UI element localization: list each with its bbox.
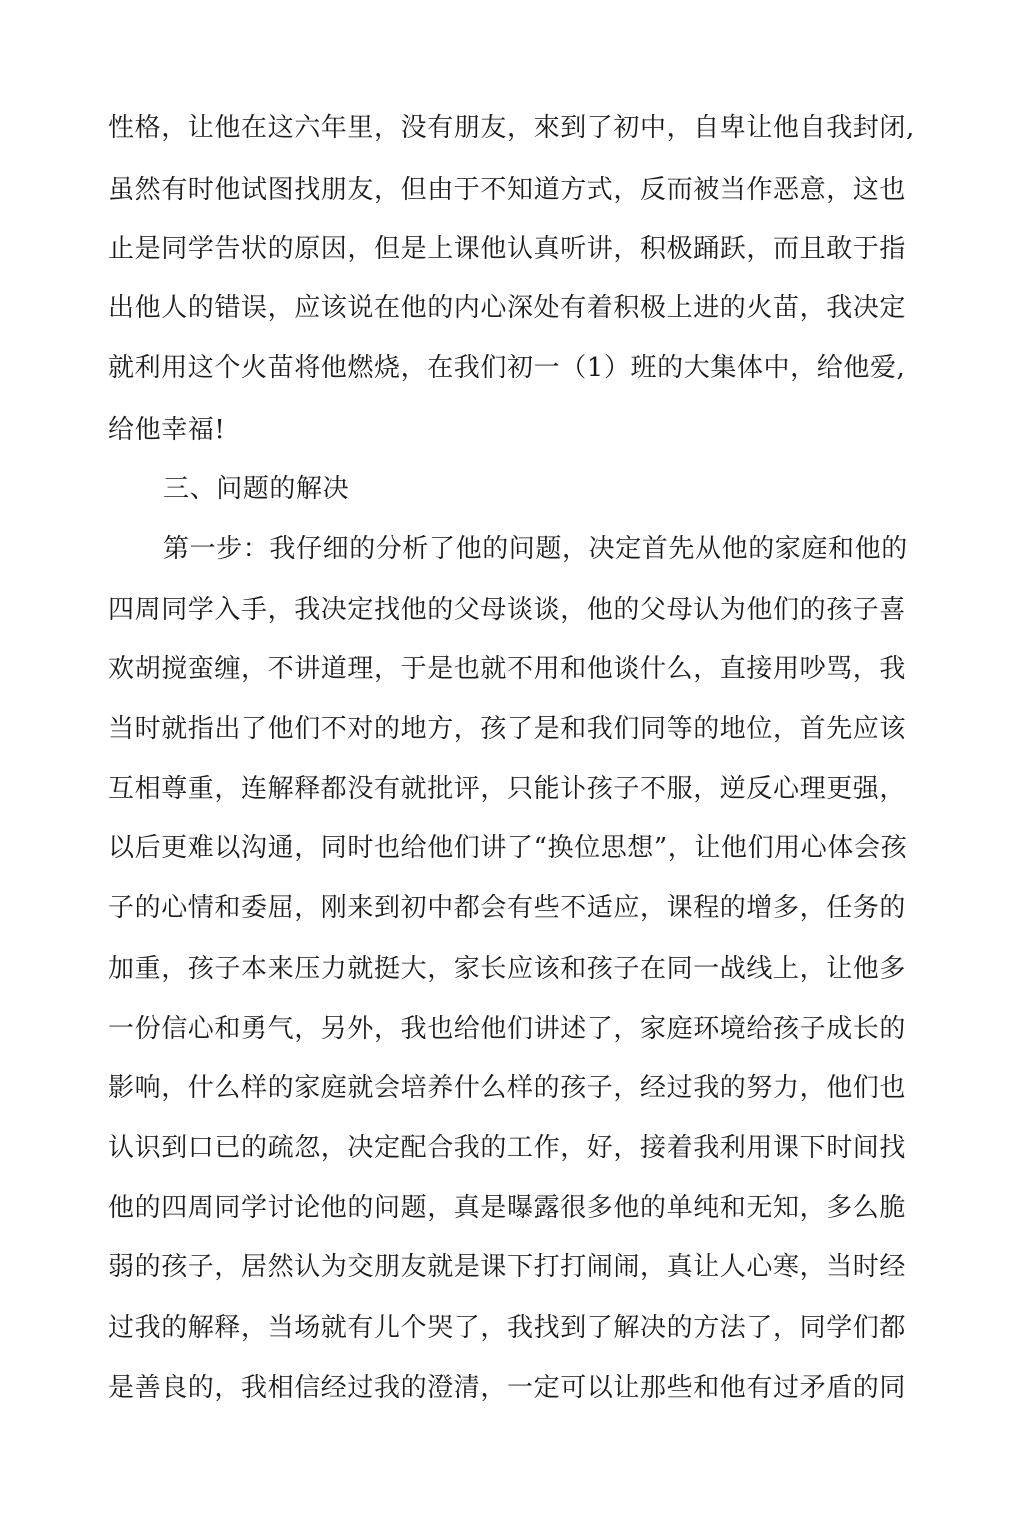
text-line: 就利用这个火苗将他燃烧，在我们初一（1）班的大集体中，给他爱,: [108, 353, 906, 383]
text-line: 是善良的，我相信经过我的澄清，一定可以让那些和他有过矛盾的同: [108, 1373, 907, 1403]
section-heading: 三、问题的解决: [163, 474, 350, 504]
text-line: 一份信心和勇气，另外，我也给他们讲述了，家庭环境给孩子成长的: [108, 1014, 907, 1044]
text-line: 弱的孩子，居然认为交朋友就是课下打打闹闹，真让人心寒，当时经: [108, 1252, 907, 1282]
text-line: 他的四周同学讨论他的问题，真是曝露很多他的单纯和无知，多么脆: [108, 1193, 907, 1223]
text-line: 出他人的错误，应该说在他的内心深处有着积极上进的火苗，我决定: [108, 293, 907, 323]
text-line: 第一步：我仔细的分析了他的问题，决定首先从他的家庭和他的: [163, 534, 908, 564]
text-line: 影响，什么样的家庭就会培养什么样的孩子，经过我的努力，他们也: [108, 1073, 907, 1103]
text-line: 性格，让他在这六年里，没有朋友，來到了初中，自卑让他自我封闭,: [108, 113, 915, 143]
text-line: 加重，孩子本来压力就挺大，家长应该和孩子在同一战线上，让他多: [108, 954, 907, 984]
text-line: 以后更难以沟通，同时也给他们讲了“换位思想”，让他们用心体会孩: [108, 833, 908, 863]
text-line: 四周同学入手，我决定找他的父母谈谈，他的父母认为他们的孩子喜: [108, 595, 907, 625]
text-line: 互相尊重，连解释都没有就批评，只能讣孩子不服，逆反心理更强，: [108, 774, 907, 804]
text-line: 子的心情和委屈，刚来到初中都会有些不适应，课程的增多，任务的: [108, 893, 907, 923]
text-line: 虽然有时他试图找朋友，但由于不知道方式，反而被当作恶意，这也: [108, 175, 907, 205]
text-line: 止是同学告状的原因，但是上课他认真听讲，积极踊跃，而且敢于指: [108, 234, 907, 264]
text-line: 过我的解释，当场就有儿个哭了，我找到了解决的方法了，同学们都: [108, 1313, 907, 1343]
text-line: 给他幸福!: [108, 415, 226, 445]
text-line: 欢胡搅蛮缠，不讲道理，于是也就不用和他谈什么，直接用吵骂，我: [108, 654, 907, 684]
text-line: 当时就指出了他们不对的地方，孩了是和我们同等的地位，首先应该: [108, 714, 907, 744]
text-line: 认识到口已的疏忽，决定配合我的工作，好，接着我利用课下时间找: [108, 1133, 907, 1163]
